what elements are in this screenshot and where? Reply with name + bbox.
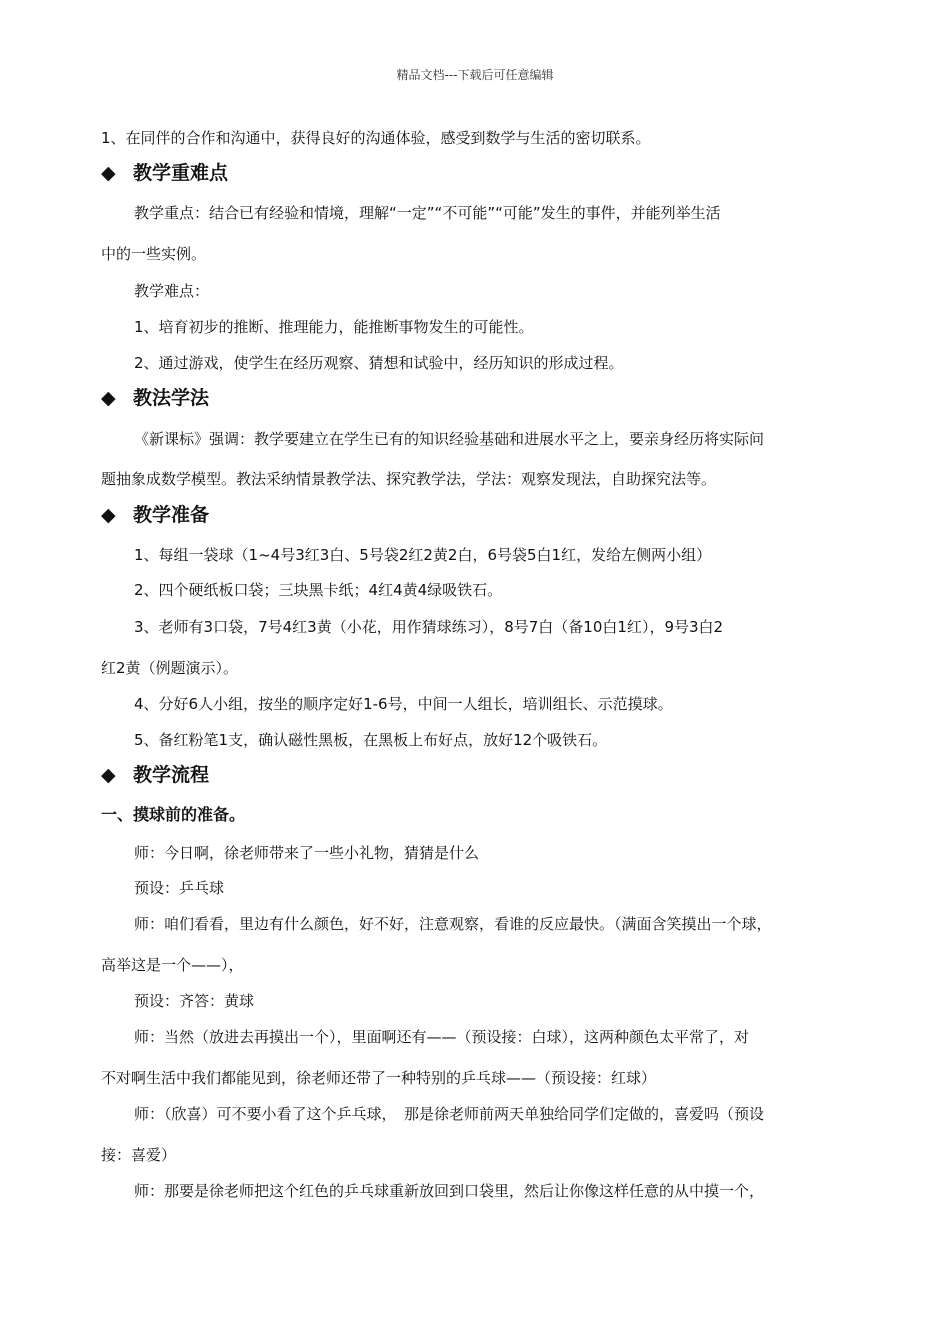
paragraph-line: 不对啊生活中我们都能见到，徐老师还带了一种特别的乒乓球——（预设接：红球）: [101, 1069, 657, 1087]
paragraph-line: 3、老师有3口袋，7号4红3黄（小花，用作猜球练习），8号7白（备10白1红），9号3白2: [134, 618, 724, 636]
paragraph-line: 高举这是一个——），: [101, 956, 244, 974]
diamond-icon: ◆: [101, 504, 116, 526]
section-heading: [101, 386, 209, 410]
paragraph-line: 教学重点：结合已有经验和情境，理解“一定”“不可能”“可能”发生的事件，并能列举生活: [134, 204, 721, 222]
heading-text: 教学准备: [133, 504, 210, 526]
diamond-icon: ◆: [101, 764, 116, 786]
subsection-heading: 一、摸球前的准备。: [101, 805, 246, 824]
paragraph-line: 教学难点：: [134, 282, 210, 300]
paragraph-line: 接：喜爱）: [101, 1146, 177, 1164]
page-header: 精品文档---下载后可任意编辑: [396, 68, 554, 82]
paragraph-line: 题抽象成数学模型。教法采纳情景教学法、探究教学法，学法：观察发现法，自助探究法等。: [101, 470, 717, 488]
paragraph-line: 《新课标》强调：教学要建立在学生已有的知识经验基础和进展水平之上，要亲身经历将实际问: [134, 430, 765, 448]
paragraph-line: 中的一些实例。: [101, 245, 207, 263]
heading-text: 教学流程: [133, 764, 210, 786]
paragraph-line: 2、通过游戏，使学生在经历观察、猜想和试验中，经历知识的形成过程。: [134, 354, 624, 372]
paragraph-line: 预设：齐答：黄球: [134, 992, 255, 1010]
section-heading: [101, 503, 209, 527]
paragraph-line: 1、在同伴的合作和沟通中，获得良好的沟通体验，感受到数学与生活的密切联系。: [101, 129, 651, 147]
paragraph-line: 师：当然（放进去再摸出一个），里面啊还有——（预设接：白球），这两种颜色太平常了，对: [134, 1028, 750, 1046]
paragraph-line: 1、培育初步的推断、推理能力，能推断事物发生的可能性。: [134, 318, 534, 336]
heading-text: 教法学法: [133, 387, 210, 409]
paragraph-line: 1、每组一袋球（1~4号3红3白、5号袋2红2黄2白，6号袋5白1红，发给左侧两小组）: [134, 546, 712, 564]
paragraph-line: 师：那要是徐老师把这个红色的乒乓球重新放回到口袋里，然后让你像这样任意的从中摸一个，: [134, 1182, 765, 1200]
diamond-icon: ◆: [101, 162, 116, 184]
paragraph-line: 预设：乒乓球: [134, 879, 225, 897]
paragraph-line: 5、备红粉笔1支，确认磁性黑板，在黑板上布好点，放好12个吸铁石。: [134, 731, 608, 749]
paragraph-line: 师：今日啊，徐老师带来了一些小礼物，猜猜是什么: [134, 844, 480, 862]
section-heading: [101, 763, 209, 787]
section-heading: [101, 161, 228, 185]
paragraph-line: 红2黄（例题演示）。: [101, 659, 239, 677]
paragraph-line: 师：（欣喜）可不要小看了这个乒乓球， 那是徐老师前两天单独给同学们定做的，喜爱吗（预设: [134, 1105, 765, 1123]
paragraph-line: 4、分好6人小组，按坐的顺序定好1-6号，中间一人组长，培训组长、示范摸球。: [134, 695, 673, 713]
heading-text: 教学重难点: [133, 162, 229, 184]
paragraph-line: 2、四个硬纸板口袋；三块黑卡纸；4红4黄4绿吸铁石。: [134, 581, 503, 599]
diamond-icon: ◆: [101, 387, 116, 409]
paragraph-line: 师：咱们看看，里边有什么颜色，好不好，注意观察，看谁的反应最快。（满面含笑摸出一个球，: [134, 915, 772, 933]
